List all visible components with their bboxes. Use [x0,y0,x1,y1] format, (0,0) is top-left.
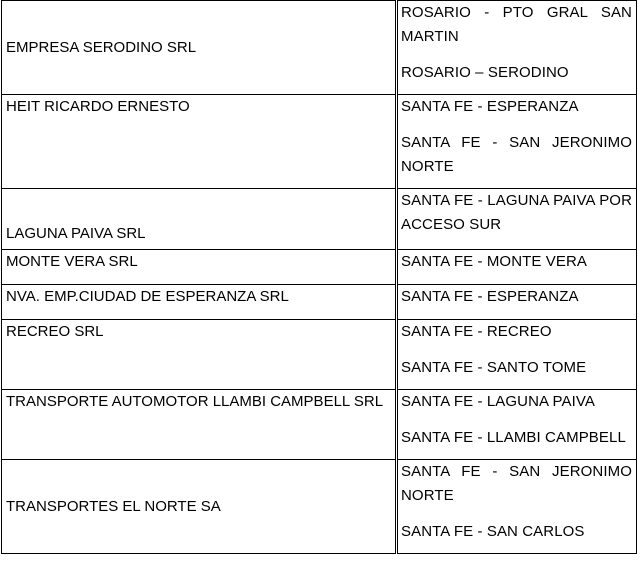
table-row [2,390,637,460]
routes-cell [397,390,637,460]
table-row [2,250,637,285]
company-routes-table [1,0,637,554]
route-text: SANTA FE - RECREO [401,323,552,340]
table-row [2,320,637,390]
company-name: TRANSPORTES EL NORTE SA [6,497,221,515]
table-row [2,285,637,320]
route-text: SANTA FE - ESPERANZA [401,288,579,305]
route-text: SANTA FE - SAN JERONIMO NORTE [401,134,632,175]
company-name: TRANSPORTE AUTOMOTOR LLAMBI CAMPBELL SRL [6,393,384,410]
routes-cell [397,250,637,285]
route-text: SANTA FE - LAGUNA PAIVA [401,393,596,410]
company-cell [2,189,397,250]
routes-cell [397,1,637,95]
route-text: SANTA FE - SAN CARLOS [401,523,585,540]
route-text: SANTA FE - LAGUNA PAIVA POR ACCESO SUR [401,192,632,233]
table-body [2,1,637,554]
route-text: ROSARIO - PTO GRAL SAN MARTIN [401,4,632,45]
company-name: LAGUNA PAIVA SRL [6,225,146,242]
route-text: SANTA FE - SAN JERONIMO NORTE [401,463,632,504]
company-cell [2,250,397,285]
table-row [2,460,637,554]
company-cell [2,460,397,554]
route-text: SANTA FE - SANTO TOME [401,359,587,376]
company-cell [2,1,397,95]
table-row [2,95,637,189]
route-text: ROSARIO – SERODINO [401,64,569,81]
company-cell [2,285,397,320]
routes-cell [397,320,637,390]
table-row [2,189,637,250]
company-name: NVA. EMP.CIUDAD DE ESPERANZA SRL [6,288,289,305]
company-cell [2,390,397,460]
company-name: RECREO SRL [6,323,104,340]
company-name: HEIT RICARDO ERNESTO [6,98,190,115]
company-name: EMPRESA SERODINO SRL [6,38,197,56]
routes-cell [397,189,637,250]
route-text: SANTA FE - MONTE VERA [401,253,588,270]
routes-cell [397,285,637,320]
route-text: SANTA FE - LLAMBI CAMPBELL [401,429,626,446]
routes-cell [397,460,637,554]
table-row [2,1,637,95]
company-name: MONTE VERA SRL [6,253,138,270]
routes-cell [397,95,637,189]
company-cell [2,95,397,189]
route-text: SANTA FE - ESPERANZA [401,98,579,115]
company-cell [2,320,397,390]
